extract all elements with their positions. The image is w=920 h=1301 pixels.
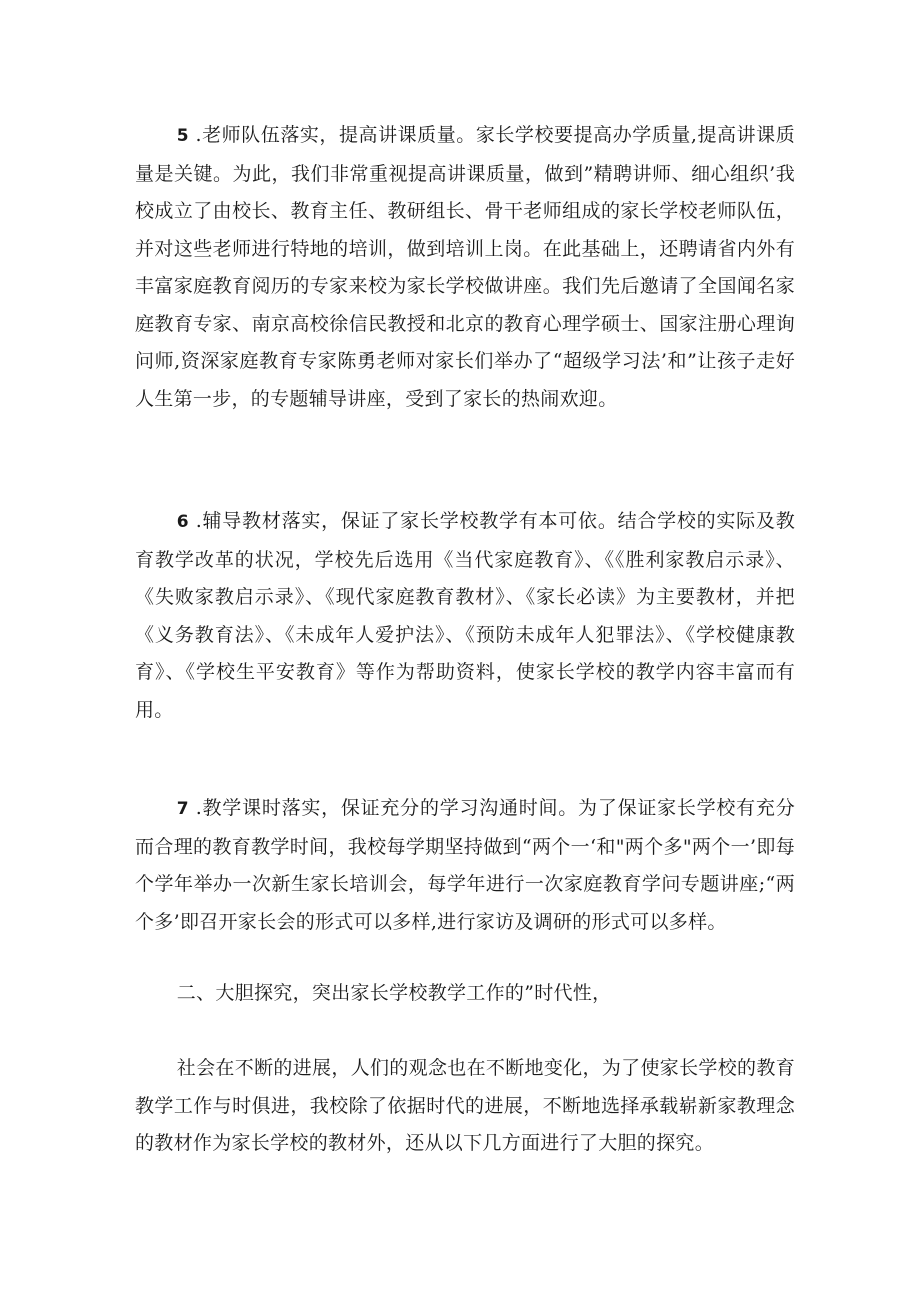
- paragraph-5: [135, 117, 795, 418]
- section-heading: [135, 975, 795, 1013]
- paragraph-text: .教学课时落实，保证充分的学习沟通时间。为了保证家长学校有充分而合理的教育教学时间，我校每学期坚持做到“两个一‘和"两个多"两个一’即每个学年举办一次新生家长培训会，每学年进行一次家庭教育学问专题讲座;“两个多’即召开家长会的形式可以多样,进行家访及调研的形式可以多样。: [135, 797, 795, 933]
- paragraph-intro: [135, 1050, 795, 1163]
- paragraph-text: 社会在不断的进展，人们的观念也在不断地变化，为了使家长学校的教育教学工作与时俱进，我校除了依据时代的进展，不断地选择承载崭新家教理念的教材作为家长学校的教材外，还从以下几方面进行了大胆的探究。: [135, 1057, 795, 1154]
- paragraph-number: 6: [176, 512, 189, 532]
- paragraph-6: [135, 503, 795, 729]
- heading-text: 二、大胆探究，突出家长学校教学工作的”时代性，: [176, 982, 612, 1004]
- paragraph-text: .辅导教材落实，保证了家长学校教学有本可依。结合学校的实际及教育教学改革的状况，学校先后选用《当代家庭教育》、《《胜利家教启示录》、《失败家教启示录》、《现代家庭教育教材》、《家长必读》为主要教材，并把《义务教育法》、《未成年人爱护法》、《预防未成年人犯罪法》、《学校健康教育》、《学校生平安教育》等作为帮助资料，使家长学校的教学内容丰富而有用。: [135, 510, 795, 721]
- paragraph-7: [135, 790, 795, 941]
- paragraph-number: 5: [176, 126, 189, 146]
- paragraph-text: .老师队伍落实，提高讲课质量。家长学校要提高办学质量,提高讲课质量是关键。为此，我们非常重视提高讲课质量，做到”精聘讲师、细心组织’我校成立了由校长、教育主任、教研组长、骨干老师组成的家长学校老师队伍，并对这些老师进行特地的培训，做到培训上岗。在此基础上，还聘请省内外有丰富家庭教育阅历的专家来校为家长学校做讲座。我们先后邀请了全国闻名家庭教育专家、南京高校徐信民教授和北京的教育心理学硕士、国家注册心理询问师,资深家庭教育专家陈勇老师对家长们举办了“超级学习法’和”让孩子走好人生第一步，的专题辅导讲座，受到了家长的热闹欢迎。: [135, 124, 795, 410]
- paragraph-number: 7: [176, 799, 189, 819]
